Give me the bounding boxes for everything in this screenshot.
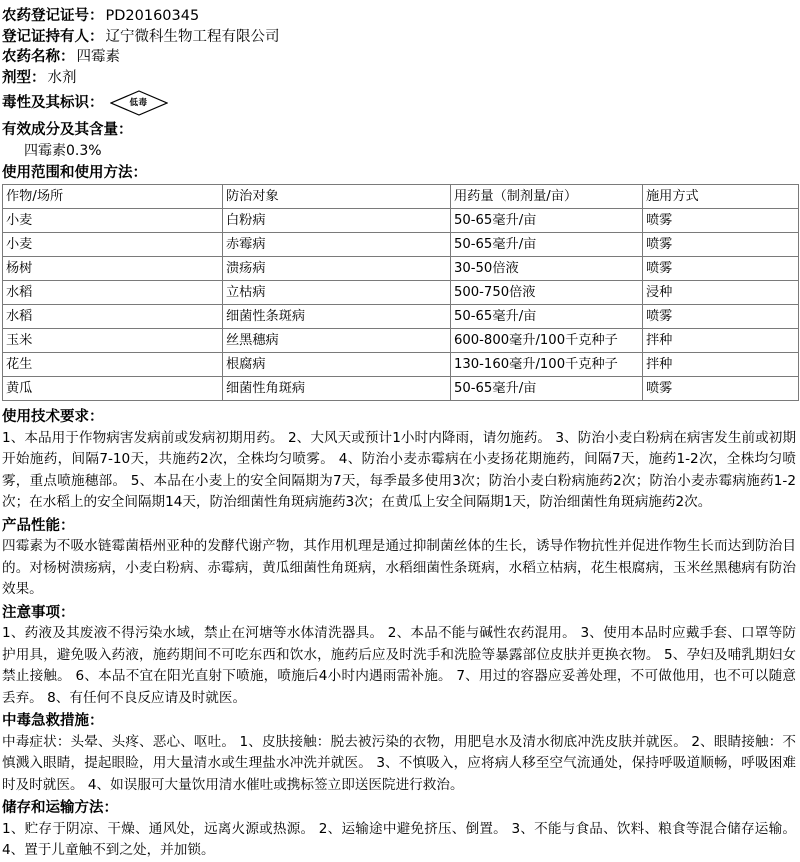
cell-method: 拌种 (643, 353, 799, 377)
cell-crop: 杨树 (3, 257, 223, 281)
license-holder-line (2, 27, 798, 48)
column-header-method: 施用方式 (643, 185, 799, 209)
cell-target: 白粉病 (223, 209, 451, 233)
cell-target: 丝黑穗病 (223, 329, 451, 353)
pesticide-name-line (2, 47, 798, 68)
cell-crop: 玉米 (3, 329, 223, 353)
formulation-line (2, 68, 798, 89)
active-ingredient-section (2, 120, 798, 161)
product-performance-content: 四霉素为不吸水链霉菌梧州亚种的发酵代谢产物，其作用机理是通过抑制菌丝体的生长，诱导作物抗性并促进作物生长而达到防治目的。对杨树溃疡病，小麦白粉病、赤霉病，黄瓜细菌性角斑病，水稻细菌性条斑病，水稻立枯病，花生根腐病，玉米丝黑穗病有防治效果。 (2, 538, 796, 597)
cell-target: 细菌性角斑病 (223, 377, 451, 401)
cell-dosage: 30-50倍液 (451, 257, 643, 281)
table-header-row (3, 185, 799, 209)
column-header-crop: 作物/场所 (3, 185, 223, 209)
precautions-section (2, 603, 798, 710)
spacer (2, 401, 798, 405)
cell-method: 喷雾 (643, 209, 799, 233)
registration-number-value: PD20160345 (105, 8, 200, 24)
technical-requirements-content: 1、本品用于作物病害发病前或发病初期用药。 2、大风天或预计1小时内降雨，请勿施药。 3、防治小麦白粉病在病害发生前或初期开始施药，间隔7-10天，共施药2次，全株均匀喷雾。 4、防治小麦赤霉病在小麦扬花期施药，间隔7天，施药1-2次，全株均匀喷雾，重点喷施穗部。 5、本品在小麦上的安全间隔期为7天，每季最多使用3次；防治小麦白粉病施药2次；防治小麦赤霉病施药1-2次；在水稻上的安全间隔期14天，防治细菌性角斑病施药3次；在黄瓜上安全间隔期1天，防治细菌性角斑病施药2次。 (2, 429, 796, 510)
cell-crop: 水稻 (3, 305, 223, 329)
cell-method: 喷雾 (643, 377, 799, 401)
column-header-dosage: 用药量（制剂量/亩） (451, 185, 643, 209)
technical-requirements-section (2, 407, 798, 514)
cell-target: 溃疡病 (223, 257, 451, 281)
formulation-label: 剂型： (2, 69, 46, 86)
registration-number-line (2, 6, 798, 27)
cell-dosage: 50-65毫升/亩 (451, 209, 643, 233)
cell-crop: 小麦 (3, 209, 223, 233)
storage-transport-section (2, 798, 798, 862)
usage-table (2, 184, 799, 401)
formulation-value: 水剂 (47, 69, 77, 86)
cell-dosage: 500-750倍液 (451, 281, 643, 305)
precautions-content: 1、药液及其废液不得污染水域，禁止在河塘等水体清洗器具。 2、本品不能与碱性农药混用。 3、使用本品时应戴手套、口罩等防护用具，避免吸入药液，施药期间不可吃东西和饮水，施药后应及时洗手和洗脸等暴露部位皮肤并更换衣物。 5、孕妇及哺乳期妇女禁止接触。 6、本品不宜在阳光直射下喷施，喷施后4小时内遇雨需补施。 7、用过的容器应妥善处理，不可做他用，也不可以随意丢弃。 8、有任何不良反应请及时就医。 (2, 625, 796, 706)
product-performance-section (2, 516, 798, 601)
cell-method: 喷雾 (643, 257, 799, 281)
precautions-title: 注意事项： (2, 604, 75, 621)
pesticide-name-label: 农药名称： (2, 49, 75, 65)
low-toxicity-diamond-icon (110, 90, 168, 116)
table-row (3, 233, 799, 257)
technical-requirements-title: 使用技术要求： (2, 409, 104, 425)
registration-number-label: 农药登记证号： (2, 8, 104, 24)
usage-section (2, 163, 798, 402)
storage-transport-title: 储存和运输方法： (2, 800, 118, 816)
cell-dosage: 50-65毫升/亩 (451, 377, 643, 401)
first-aid-title: 中毒急救措施： (2, 713, 104, 729)
first-aid-section (2, 711, 798, 796)
cell-method: 浸种 (643, 281, 799, 305)
license-holder-label: 登记证持有人： (2, 28, 104, 45)
table-row (3, 377, 799, 401)
cell-dosage: 600-800毫升/100千克种子 (451, 329, 643, 353)
table-row (3, 257, 799, 281)
table-row (3, 329, 799, 353)
active-ingredient-content: 四霉素0.3% (24, 142, 102, 159)
cell-method: 拌种 (643, 329, 799, 353)
cell-target: 细菌性条斑病 (223, 305, 451, 329)
cell-method: 喷雾 (643, 233, 799, 257)
active-ingredient-title: 有效成分及其含量： (2, 122, 133, 138)
cell-crop: 黄瓜 (3, 377, 223, 401)
table-row (3, 281, 799, 305)
storage-transport-content: 1、贮存于阴凉、干燥、通风处，远离火源或热源。 2、运输途中避免挤压、倒置。 3、不能与食品、饮料、粮食等混合储存运输。 4、置于儿童触不到之处，并加锁。 (2, 820, 796, 858)
cell-crop: 水稻 (3, 281, 223, 305)
cell-target: 立枯病 (223, 281, 451, 305)
toxicity-label: 毒性及其标识： (2, 95, 104, 111)
table-row (3, 209, 799, 233)
toxicity-mark-text: 低毒 (129, 98, 148, 108)
cell-dosage: 130-160毫升/100千克种子 (451, 353, 643, 377)
pesticide-name-value: 四霉素 (76, 49, 120, 65)
product-performance-title: 产品性能： (2, 517, 75, 534)
cell-target: 赤霉病 (223, 233, 451, 257)
usage-title: 使用范围和使用方法： (2, 164, 147, 181)
toxicity-line (2, 88, 798, 118)
cell-dosage: 50-65毫升/亩 (451, 305, 643, 329)
table-row (3, 305, 799, 329)
license-holder-value: 辽宁微科生物工程有限公司 (105, 28, 280, 45)
cell-target: 根腐病 (223, 353, 451, 377)
table-row (3, 353, 799, 377)
column-header-target: 防治对象 (223, 185, 451, 209)
registration-header (2, 6, 798, 118)
cell-crop: 花生 (3, 353, 223, 377)
cell-method: 喷雾 (643, 305, 799, 329)
first-aid-content: 中毒症状：头晕、头疼、恶心、呕吐。 1、皮肤接触：脱去被污染的衣物，用肥皂水及清水彻底冲洗皮肤并就医。 2、眼睛接触：不慎溅入眼睛，提起眼睑，用大量清水或生理盐水冲洗并就医。 3、不慎吸入，应将病人移至空气流通处，保持呼吸道顺畅，呼吸困难时及时就医。 4、如误服可大量饮用清水催吐或携标签立即送医院进行救治。 (2, 733, 796, 793)
cell-dosage: 50-65毫升/亩 (451, 233, 643, 257)
cell-crop: 小麦 (3, 233, 223, 257)
